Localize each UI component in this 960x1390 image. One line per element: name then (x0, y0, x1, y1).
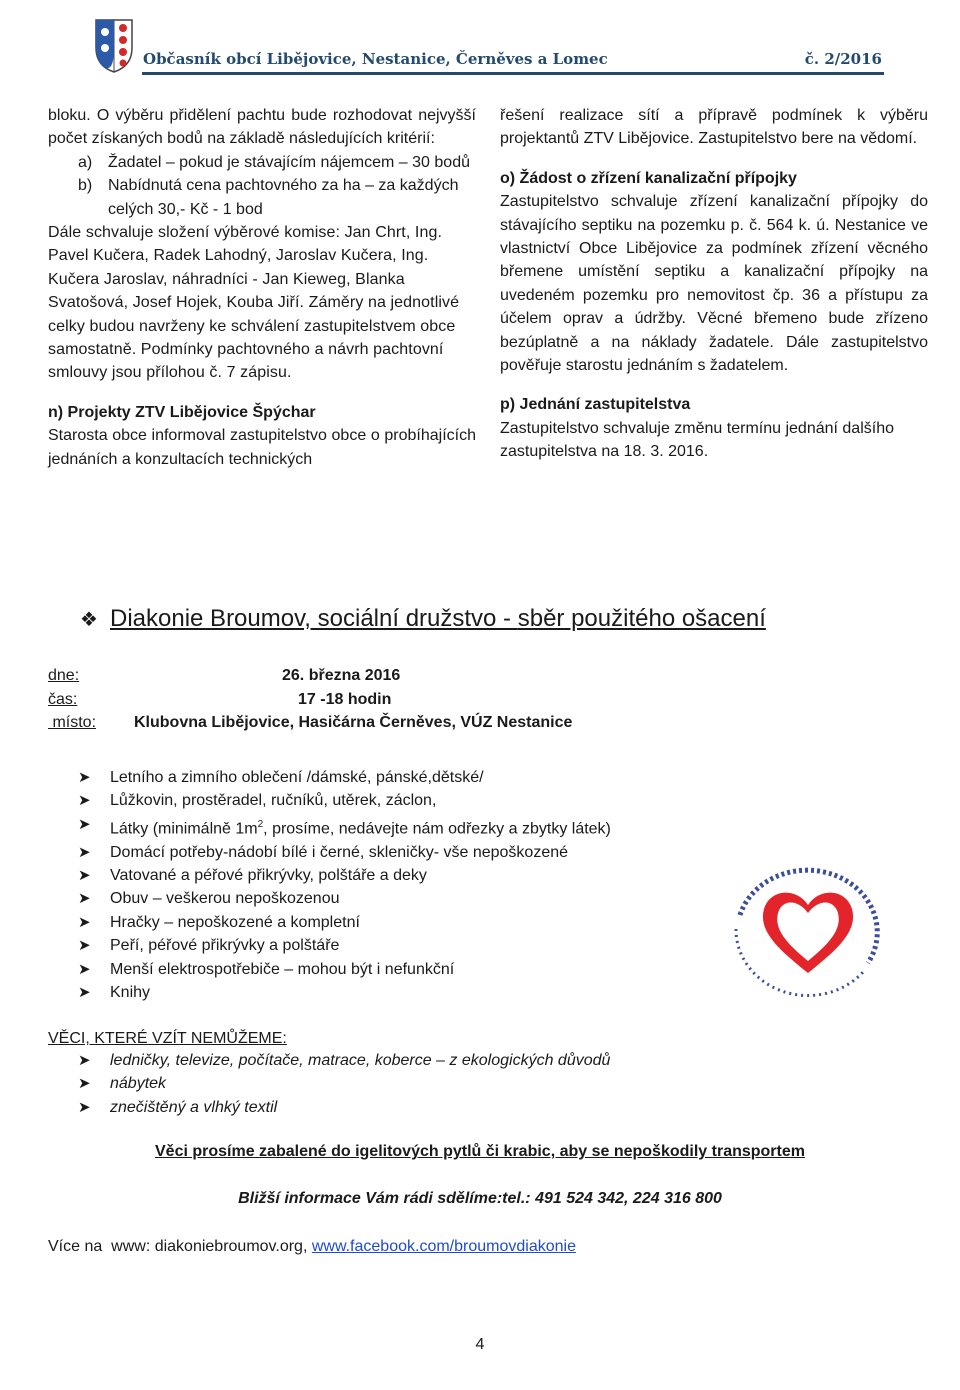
list-item (48, 151, 476, 174)
facebook-link[interactable]: www.facebook.com/broumovdiakonie (311, 1238, 576, 1255)
list-item-text: Obuv – veškerou nepoškozenou (110, 890, 340, 908)
arrow-bullet-icon: ➤ (78, 937, 91, 955)
arrow-bullet-icon: ➤ (78, 815, 91, 833)
arrow-bullet-icon: ➤ (78, 769, 91, 786)
list-marker: b) (78, 177, 93, 195)
list-item (48, 981, 611, 1004)
list-item-text: Lůžkovin, prostěradel, ručníků, utěrek, záclon, (110, 792, 437, 810)
list-item-text: Peří, péřové přikrývky a polštáře (110, 937, 340, 955)
list-item (48, 766, 611, 789)
section-heading-n: n) Projekty ZTV Libějovice Špýchar (48, 403, 316, 421)
arrow-bullet-icon: ➤ (78, 792, 91, 810)
time-row (0, 691, 960, 715)
arrow-bullet-icon: ➤ (78, 913, 91, 931)
time-label: čas: (48, 690, 78, 708)
right-column (500, 104, 928, 464)
diamond-bullet-icon: ❖ (80, 609, 98, 631)
list-item (48, 911, 611, 934)
list-item (48, 1096, 610, 1119)
issue-number: č. 2/2016 (804, 50, 882, 68)
arrow-bullet-icon: ➤ (78, 1098, 91, 1116)
list-item (48, 813, 611, 841)
list-item (48, 1072, 610, 1095)
date-value: 26. března 2016 (282, 667, 401, 684)
paragraph: Zastupitelstvo schvaluje změnu termínu jednání dalšího zastupitelstva na 18. 3. 2016. (500, 419, 894, 461)
superscript: 2 (257, 818, 264, 830)
criteria-list (48, 151, 476, 221)
list-item (48, 958, 611, 981)
list-marker: a) (78, 153, 93, 171)
web-prefix: Více na www: diakoniebroumov.org, (48, 1238, 312, 1255)
list-item-text: Knihy (110, 983, 151, 1001)
list-item-text: Látky (minimálně 1m (110, 820, 258, 838)
list-item-text: Hračky – nepoškozené a kompletní (110, 913, 360, 931)
diakonie-title (80, 605, 766, 633)
newsletter-title: Občasník obcí Libějovice, Nestanice, Černěves a Lomec (143, 50, 608, 68)
left-column (48, 104, 476, 471)
list-item (48, 174, 476, 221)
time-value: 17 -18 hodin (298, 690, 392, 708)
list-item-text: znečištěný a vlhký textil (110, 1098, 278, 1116)
paragraph: Dále schvaluje složení výběrové komise: Jan Chrt, Ing. Pavel Kučera, Radek Lahodný, Jaroslav Kučera, Ing. Kučera Jaroslav, náhradníci - Jan Kieweg, Blanka Svatošová, Josef Hojek, Kouba Jiří. Záměry na jednotlivé celky budou navrženy ke schválení zastupitelstvem obce samostatně. Podmínky pachtovného a návrh pachtovní smlouvy jsou přílohou č. 7 zápisu. (48, 224, 460, 382)
contact-info: Bližší informace Vám rádi sdělíme:tel.: 491 524 342, 224 316 800 (238, 1190, 722, 1207)
diakonie-heart-logo-icon (718, 845, 898, 1005)
list-item-text: Domácí potřeby-nádobí bílé i černé, skleničky- vše nepoškozené (110, 843, 569, 861)
arrow-bullet-icon: ➤ (78, 983, 91, 1001)
place-row (0, 714, 960, 738)
list-item-text: Nabídnutá cena pachtovného za ha – za každých celých 30,- Kč - 1 bod (108, 177, 459, 218)
arrow-bullet-icon: ➤ (78, 1075, 91, 1093)
packing-note: Věci prosíme zabalené do igelitových pytlů či krabic, aby se nepoškodily transportem (155, 1143, 805, 1160)
place-value: Klubovna Libějovice, Hasičárna Černěves, VÚZ Nestanice (134, 714, 573, 731)
paragraph: řešení realizace sítí a přípravě podmínek k výběru projektantů ZTV Libějovice. Zastupitelstvo bere na vědomí. (500, 107, 928, 148)
accepted-items-list (48, 766, 611, 1004)
municipal-crest-icon (94, 18, 134, 74)
arrow-bullet-icon: ➤ (78, 866, 91, 884)
list-item-text: Žadatel – pokud je stávajícím nájemcem – 30 bodů (108, 153, 470, 171)
arrow-bullet-icon: ➤ (78, 890, 91, 908)
paragraph: bloku. O výběru přidělení pachtu bude rozhodovat nejvyšší počet získaných bodů na základě následujících kritérií: (48, 107, 476, 148)
list-item-text: Menší elektrospotřebiče – mohou být i nefunkční (110, 960, 455, 978)
title-part-2: sběr použitého ošacení (517, 605, 766, 632)
page-header (0, 0, 960, 80)
page-number: 4 (475, 1336, 485, 1353)
list-item (48, 841, 611, 864)
arrow-bullet-icon: ➤ (78, 960, 91, 978)
list-item (48, 1049, 610, 1072)
paragraph: Zastupitelstvo schvaluje zřízení kanalizační přípojky do stávajícího septiku na pozemku p. č. 564 k. ú. Nestanice ve vlastnictví Obce Libějovice za podmínek zřízení věcného břemene umístění septiku a kanalizační přípojky na uvedeném pozemku pro nemovitost čp. 36 a přístupu za účelem oprav a údržby. Věcné břemeno bude zřízeno bezúplatně a na náklady žadatele. Dále zastupitelstvo pověřuje starostu jednáním s žadatelem. (500, 193, 928, 375)
title-part-1: Diakonie Broumov, sociální družstvo - (110, 605, 518, 632)
header-rule (142, 72, 884, 75)
arrow-bullet-icon: ➤ (78, 843, 91, 861)
date-row (0, 667, 960, 691)
refused-heading: VĚCI, KTERÉ VZÍT NEMŮŽEME: (48, 1030, 287, 1047)
list-item-text: Vatované a péřové přikrývky, polštáře a deky (110, 866, 427, 884)
arrow-bullet-icon: ➤ (78, 1052, 91, 1069)
date-label: dne: (48, 667, 80, 684)
event-info (0, 667, 960, 738)
list-item (48, 887, 611, 910)
list-item (48, 864, 611, 887)
list-item-text: ledničky, televize, počítače, matrace, koberce – z ekologických důvodů (110, 1052, 611, 1069)
section-heading-p: p) Jednání zastupitelstva (500, 396, 691, 414)
list-item-text: Letního a zimního oblečení /dámské, pánské,dětské/ (110, 769, 484, 786)
paragraph: Starosta obce informoval zastupitelstvo obce o probíhajících jednáních a konzultacích technických (48, 427, 476, 468)
list-item (48, 934, 611, 957)
list-item-text: nábytek (110, 1075, 167, 1093)
list-item (48, 789, 611, 812)
web-line (48, 1238, 576, 1256)
list-item-text: , prosíme, nedávejte nám odřezky a zbytky látek) (263, 820, 611, 838)
section-heading-o: o) Žádost o zřízení kanalizační přípojky (500, 169, 797, 187)
place-label: místo: (48, 714, 97, 731)
refused-items-list (48, 1049, 610, 1119)
